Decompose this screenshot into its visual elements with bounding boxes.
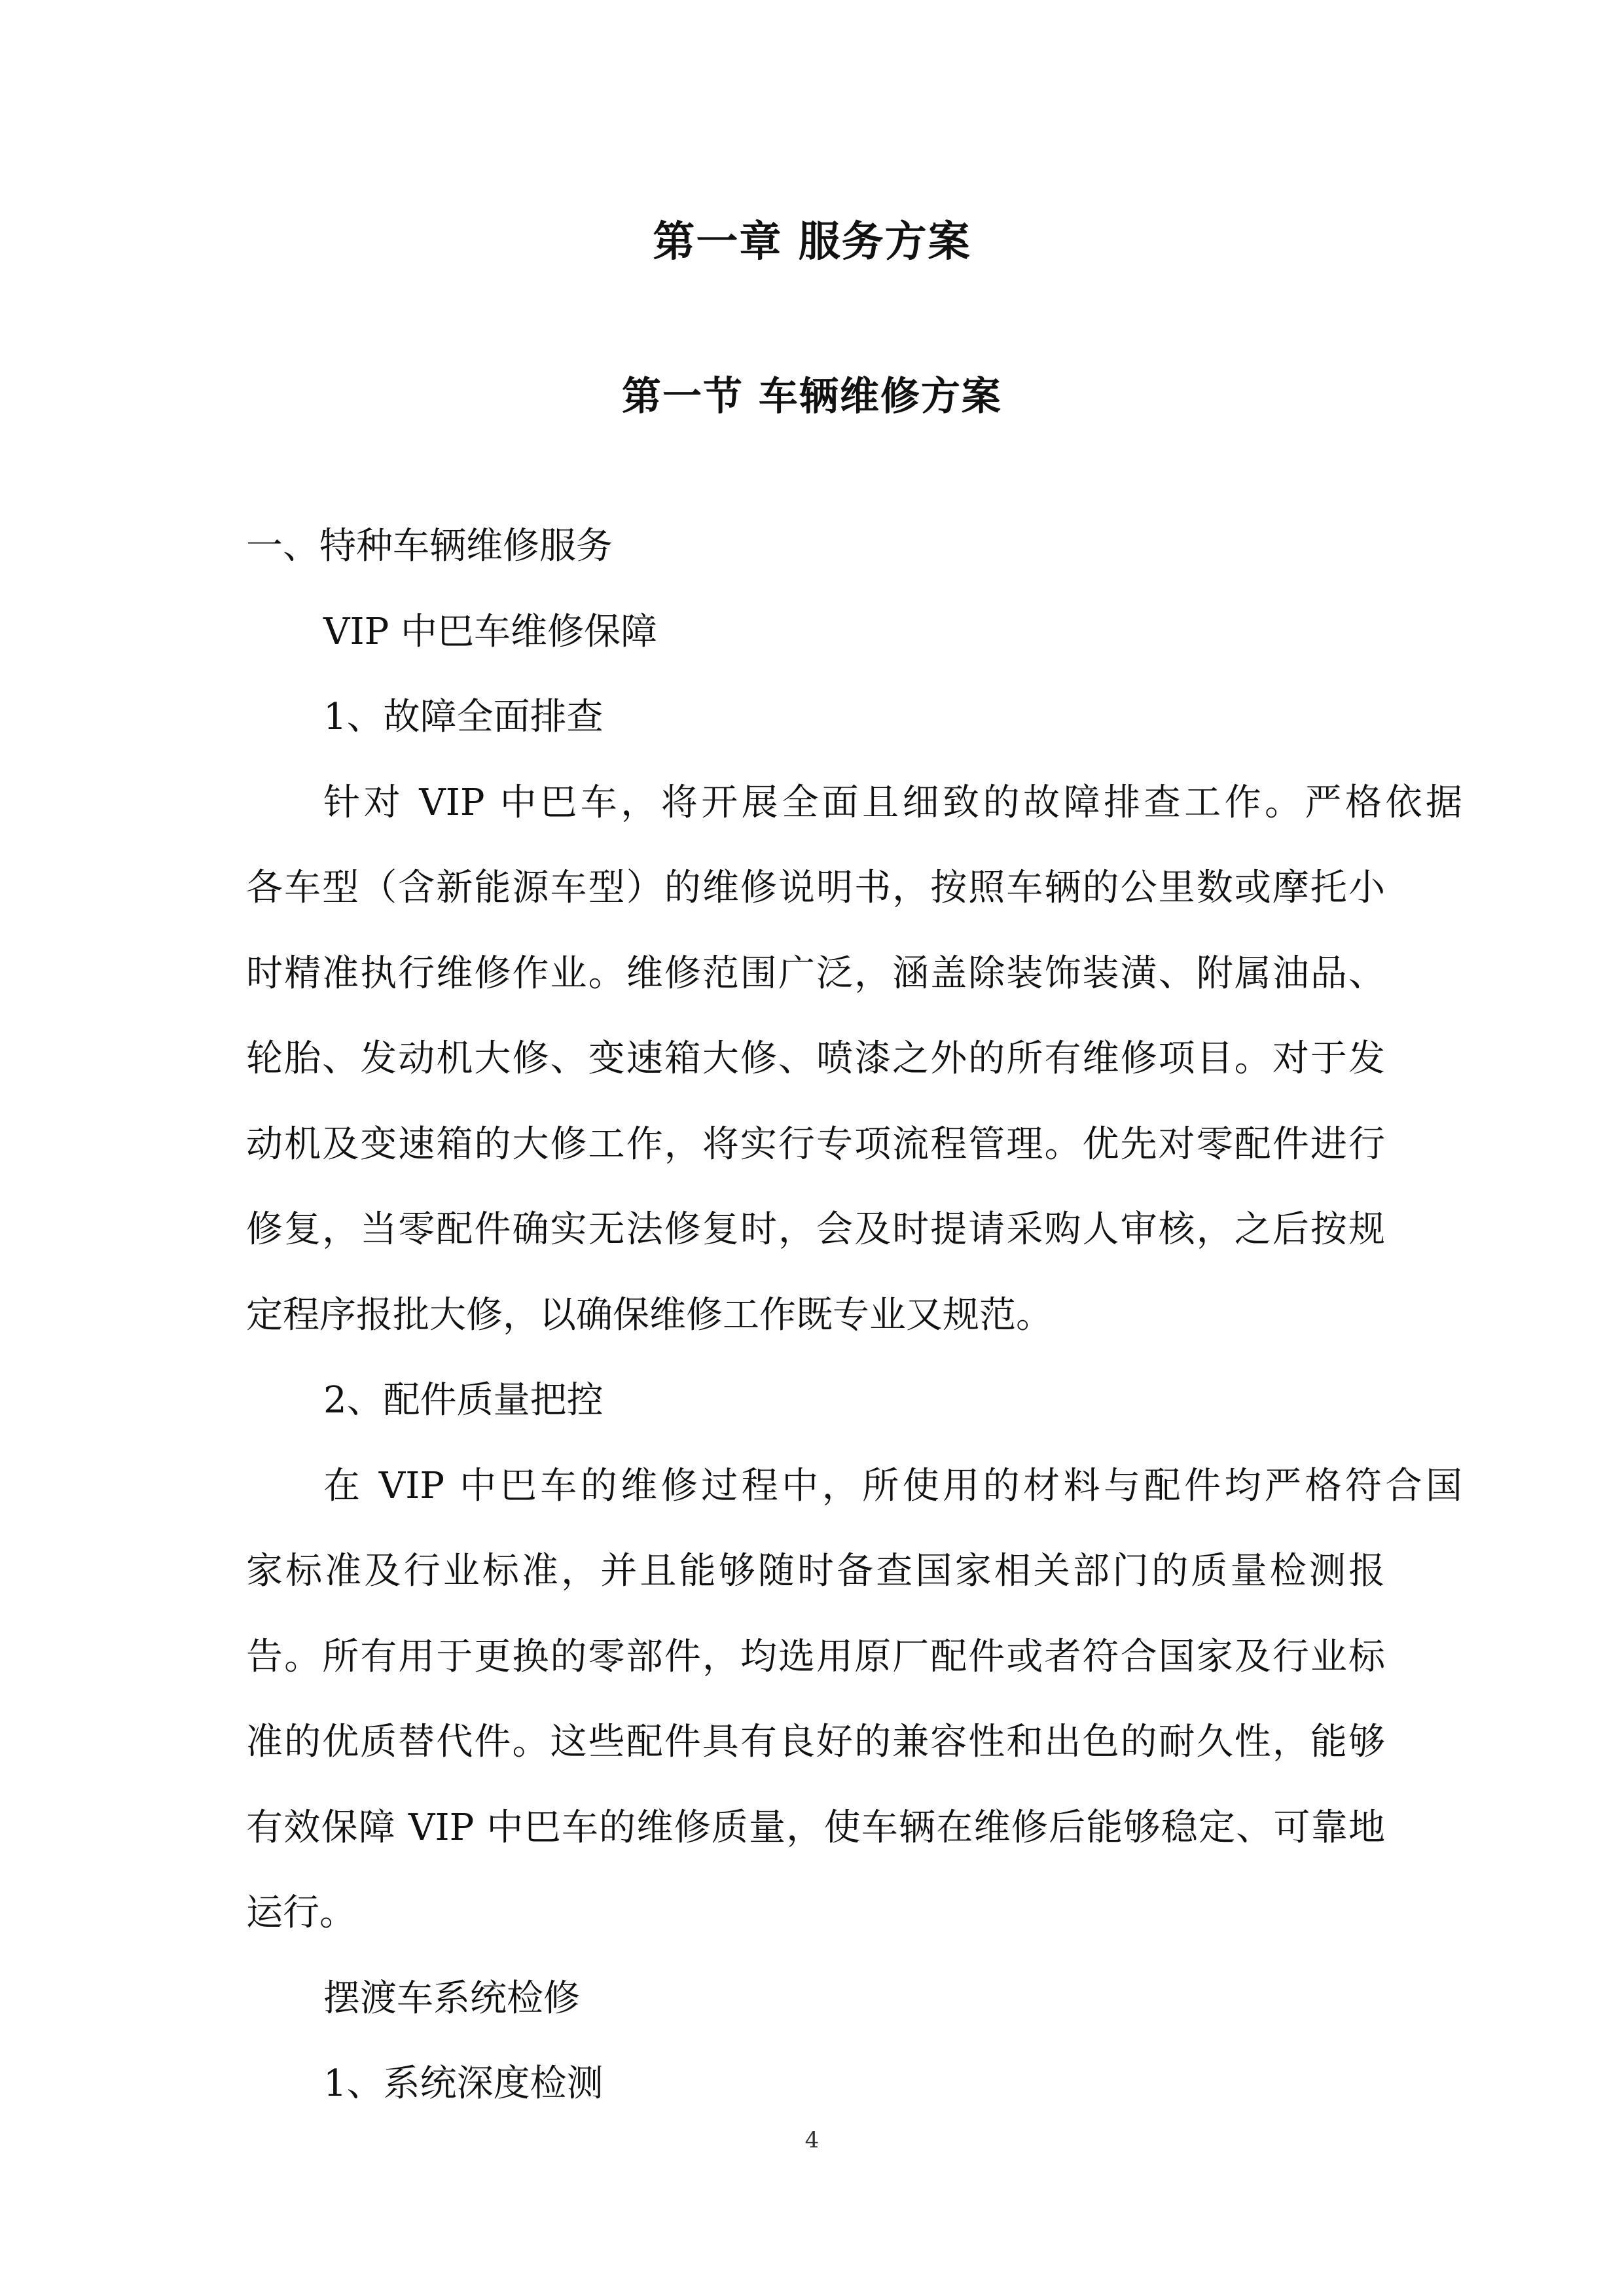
paragraph-line: 针对 VIP 中巴车，将开展全面且细致的故障排查工作。严格依据 xyxy=(323,781,1462,824)
subheading-vip-bus: VIP 中巴车维修保障 xyxy=(323,610,658,653)
paragraph-line: 动机及变速箱的大修工作，将实行专项流程管理。优先对零配件进行 xyxy=(246,1122,1385,1166)
body-text xyxy=(246,504,1462,2127)
paragraph-line: 家标准及行业标准，并且能够随时备查国家相关部门的质量检测报 xyxy=(246,1550,1385,1592)
item-parts-quality: 2、配件质量把控 xyxy=(323,1379,604,1422)
paragraph-line: 运行。 xyxy=(246,1892,356,1934)
paragraph-line: 定程序报批大修，以确保维修工作既专业又规范。 xyxy=(246,1293,1053,1336)
chapter-title: 第一章 服务方案 xyxy=(653,218,971,266)
section-title: 第一节 车辆维修方案 xyxy=(622,374,1002,420)
page-number: 4 xyxy=(804,2127,820,2153)
paragraph-line: 各车型（含新能源车型）的维修说明书，按照车辆的公里数或摩托小 xyxy=(246,867,1385,909)
paragraph-line: 有效保障 VIP 中巴车的维修质量，使车辆在维修后能够稳定、可靠地 xyxy=(246,1806,1385,1849)
paragraph-line: 准的优质替代件。这些配件具有良好的兼容性和出色的耐久性，能够 xyxy=(246,1721,1385,1763)
paragraph-line: 轮胎、发动机大修、变速箱大修、喷漆之外的所有维修项目。对于发 xyxy=(246,1037,1385,1080)
heading-special-vehicle-repair: 一、特种车辆维修服务 xyxy=(246,525,613,567)
paragraph-line: 在 VIP 中巴车的维修过程中，所使用的材料与配件均严格符合国 xyxy=(323,1464,1462,1507)
subheading-shuttle-bus: 摆渡车系统检修 xyxy=(323,1977,580,2020)
paragraph-line: 修复，当零配件确实无法修复时，会及时提请采购人审核，之后按规 xyxy=(246,1208,1385,1251)
item-system-inspection: 1、系统深度检测 xyxy=(323,2062,604,2105)
paragraph-line: 时精准执行维修作业。维修范围广泛，涵盖除装饰装潢、附属油品、 xyxy=(246,952,1385,995)
item-fault-inspection: 1、故障全面排查 xyxy=(323,696,604,738)
paragraph-line: 告。所有用于更换的零部件，均选用原厂配件或者符合国家及行业标 xyxy=(246,1635,1385,1678)
